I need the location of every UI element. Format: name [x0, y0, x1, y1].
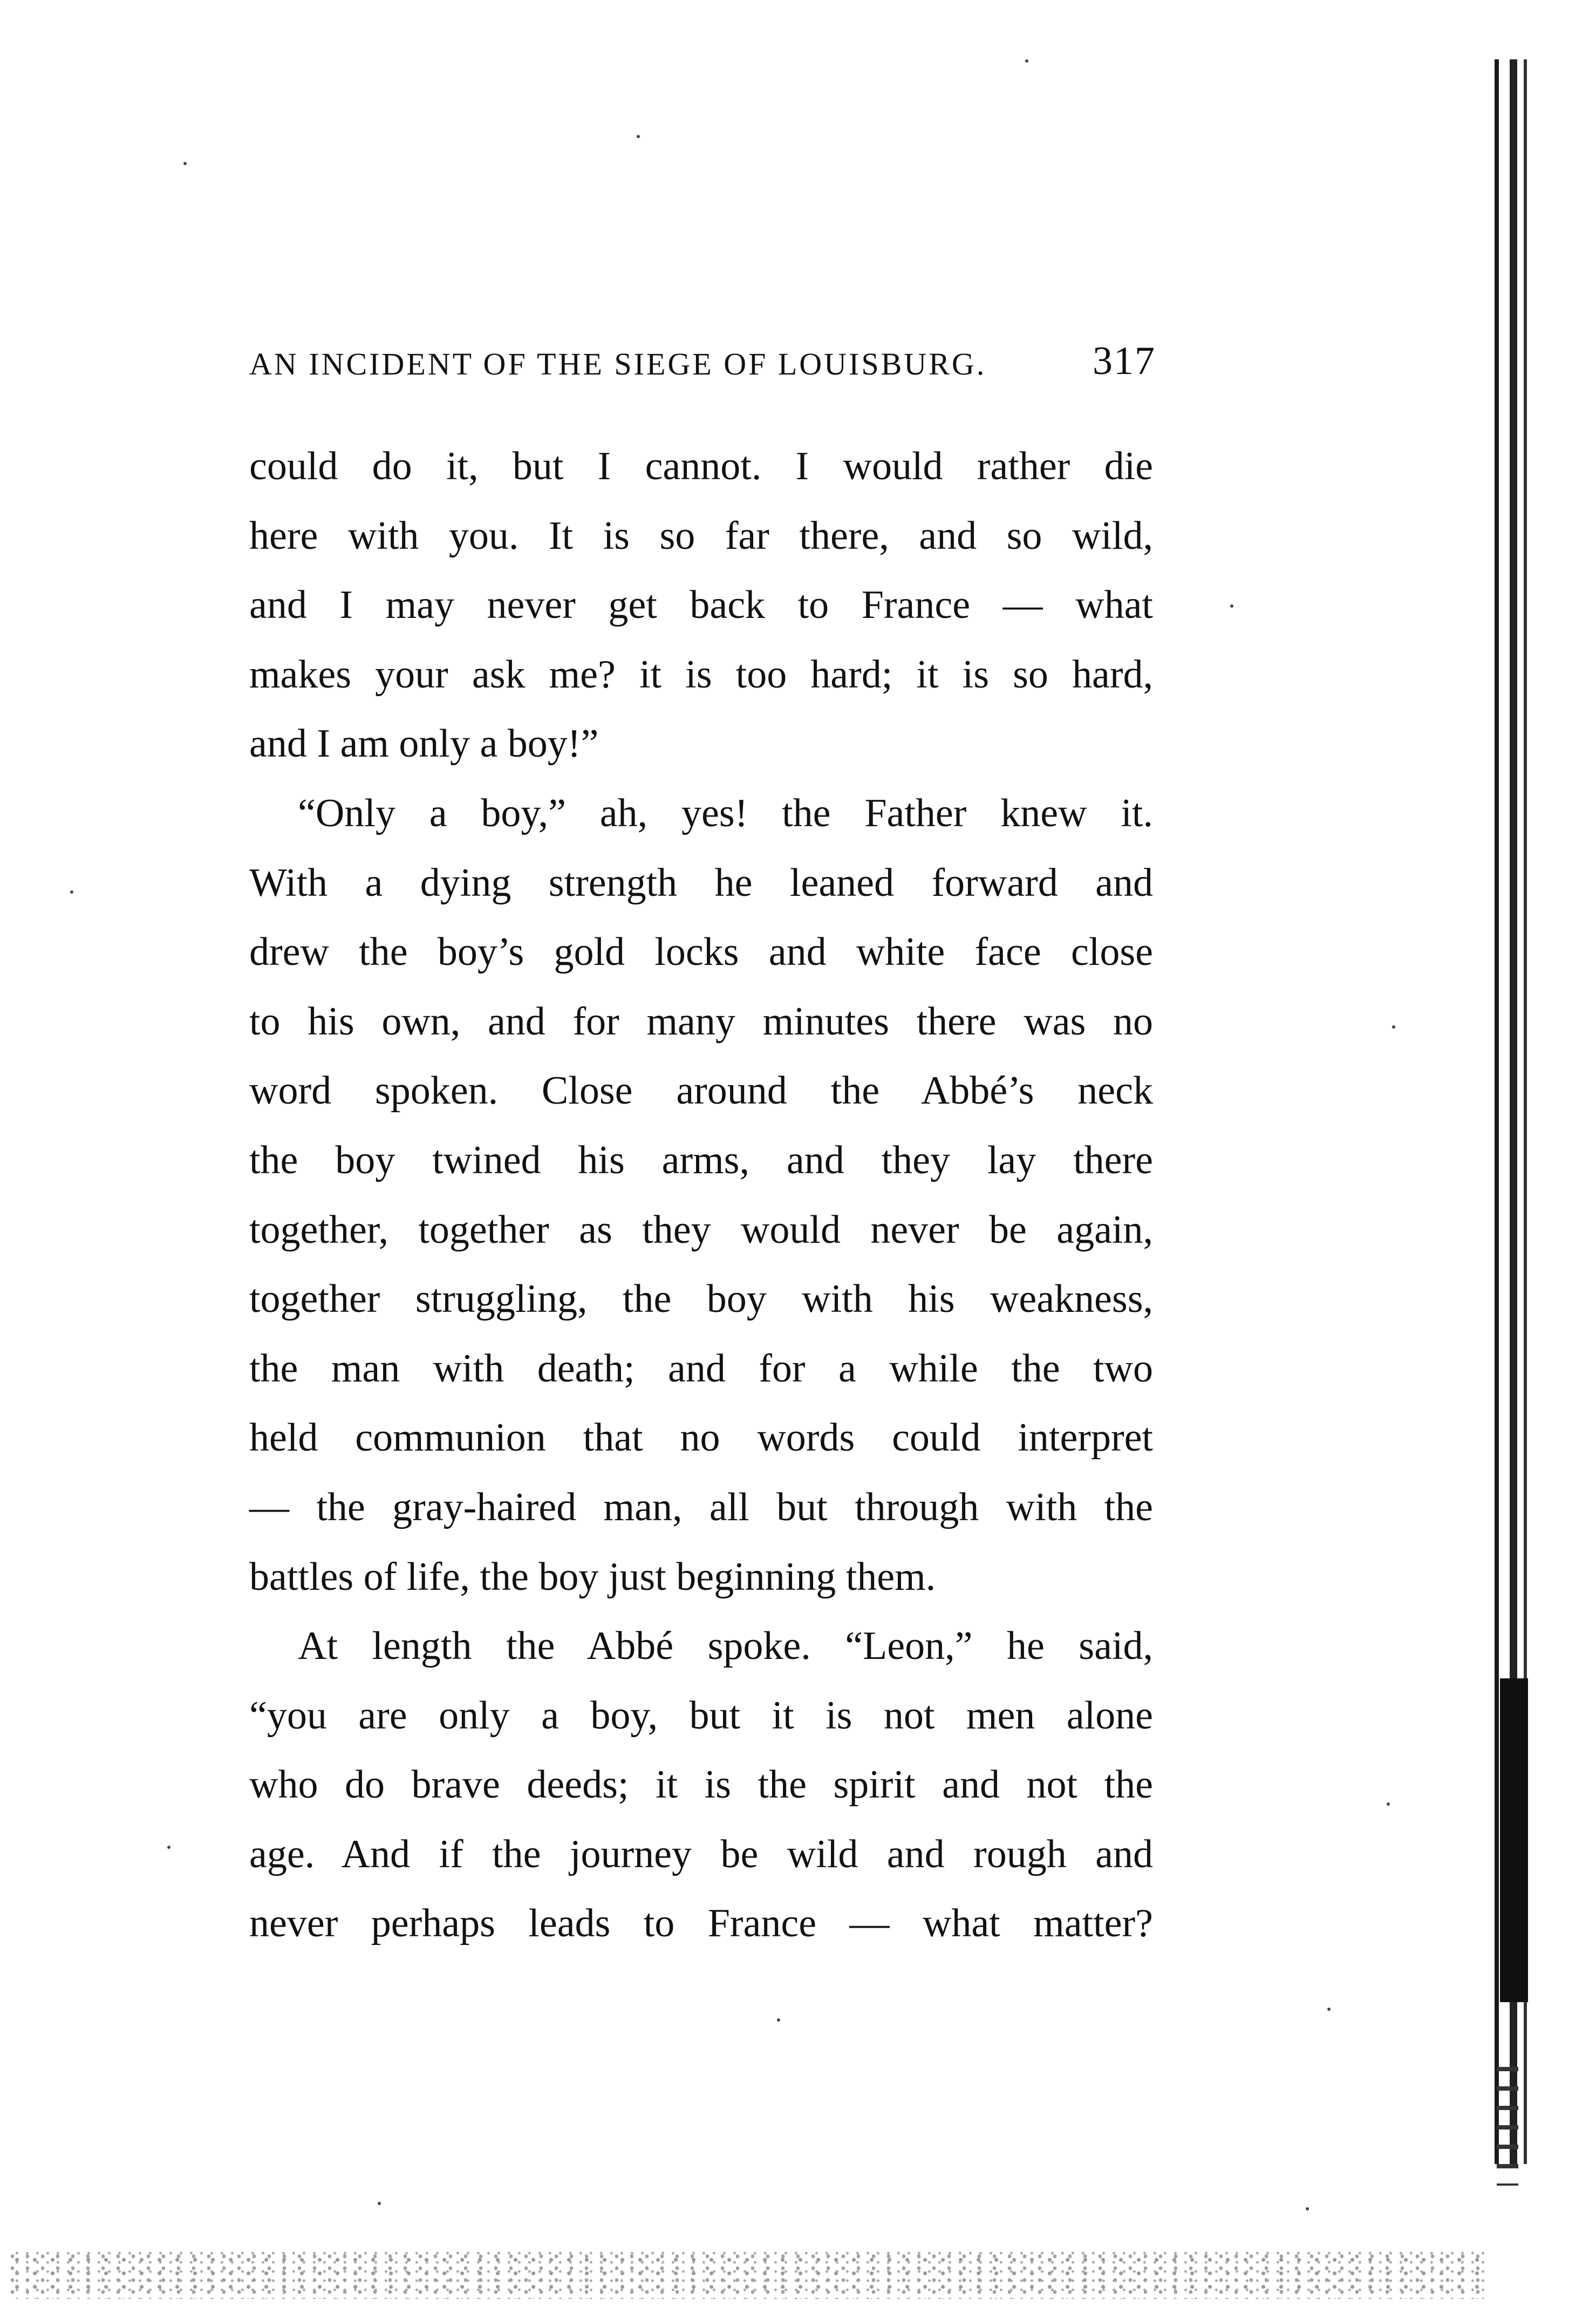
scan-speck — [167, 1846, 170, 1849]
text-line: and I may never get back to France — what — [249, 583, 1153, 628]
scan-speck — [1387, 1802, 1390, 1806]
scan-speck — [1230, 604, 1233, 608]
text-line: makes your ask me? it is too hard; it is so hard, — [249, 652, 1153, 697]
text-line: the man with death; and for a while the two — [249, 1346, 1153, 1391]
page-bottom-edge — [11, 2250, 1489, 2299]
text-line: drew the boy’s gold locks and white face close — [249, 930, 1153, 975]
scan-speck — [1327, 2008, 1331, 2011]
text-line: here with you. It is so far there, and so wild, — [249, 513, 1153, 558]
text-line: who do brave deeds; it is the spirit and not the — [249, 1763, 1153, 1807]
text-line: “Only a boy,” ah, yes! the Father knew it. — [298, 791, 1153, 835]
text-line: the boy twined his arms, and they lay there — [249, 1138, 1153, 1182]
text-line: With a dying strength he leaned forward and — [249, 860, 1153, 905]
text-line: and I am only a boy!” — [249, 722, 599, 766]
scan-speck — [1306, 2207, 1309, 2210]
binding-ticks — [1497, 2067, 1518, 2186]
text-line: to his own, and for many minutes there was no — [249, 999, 1153, 1044]
text-line: age. And if the journey be wild and rough and — [249, 1832, 1153, 1876]
text-line: never perhaps leads to France — what matter? — [249, 1901, 1153, 1946]
scan-speck — [777, 2018, 780, 2022]
scan-speck — [183, 162, 187, 165]
body-text — [249, 432, 1153, 1958]
text-line: — the gray-haired man, all but through with the — [249, 1485, 1153, 1529]
text-line: word spoken. Close around the Abbé’s neck — [249, 1069, 1153, 1113]
binding-line — [1495, 59, 1499, 2164]
text-line: could do it, but I cannot. I would rather die — [249, 444, 1153, 488]
scan-speck — [1025, 59, 1028, 63]
page-number: 317 — [1093, 339, 1156, 383]
scan-speck — [637, 135, 640, 138]
text-line: together, together as they would never be again, — [249, 1207, 1153, 1252]
binding-edge — [1484, 59, 1543, 2164]
text-line: held communion that no words could interpret — [249, 1416, 1153, 1460]
text-line: At length the Abbé spoke. “Leon,” he said, — [298, 1624, 1153, 1669]
scan-speck — [378, 2202, 381, 2205]
scan-speck — [70, 890, 73, 894]
running-head — [249, 340, 1156, 389]
text-line: together struggling, the boy with his weakness, — [249, 1277, 1153, 1322]
running-head-title: AN INCIDENT OF THE SIEGE OF LOUISBURG. — [249, 346, 987, 382]
text-line: “you are only a boy, but it is not men alone — [249, 1693, 1153, 1738]
binding-shadow — [1500, 1678, 1528, 2002]
text-line: battles of life, the boy just beginning them. — [249, 1554, 936, 1599]
scan-speck — [1392, 1025, 1395, 1029]
